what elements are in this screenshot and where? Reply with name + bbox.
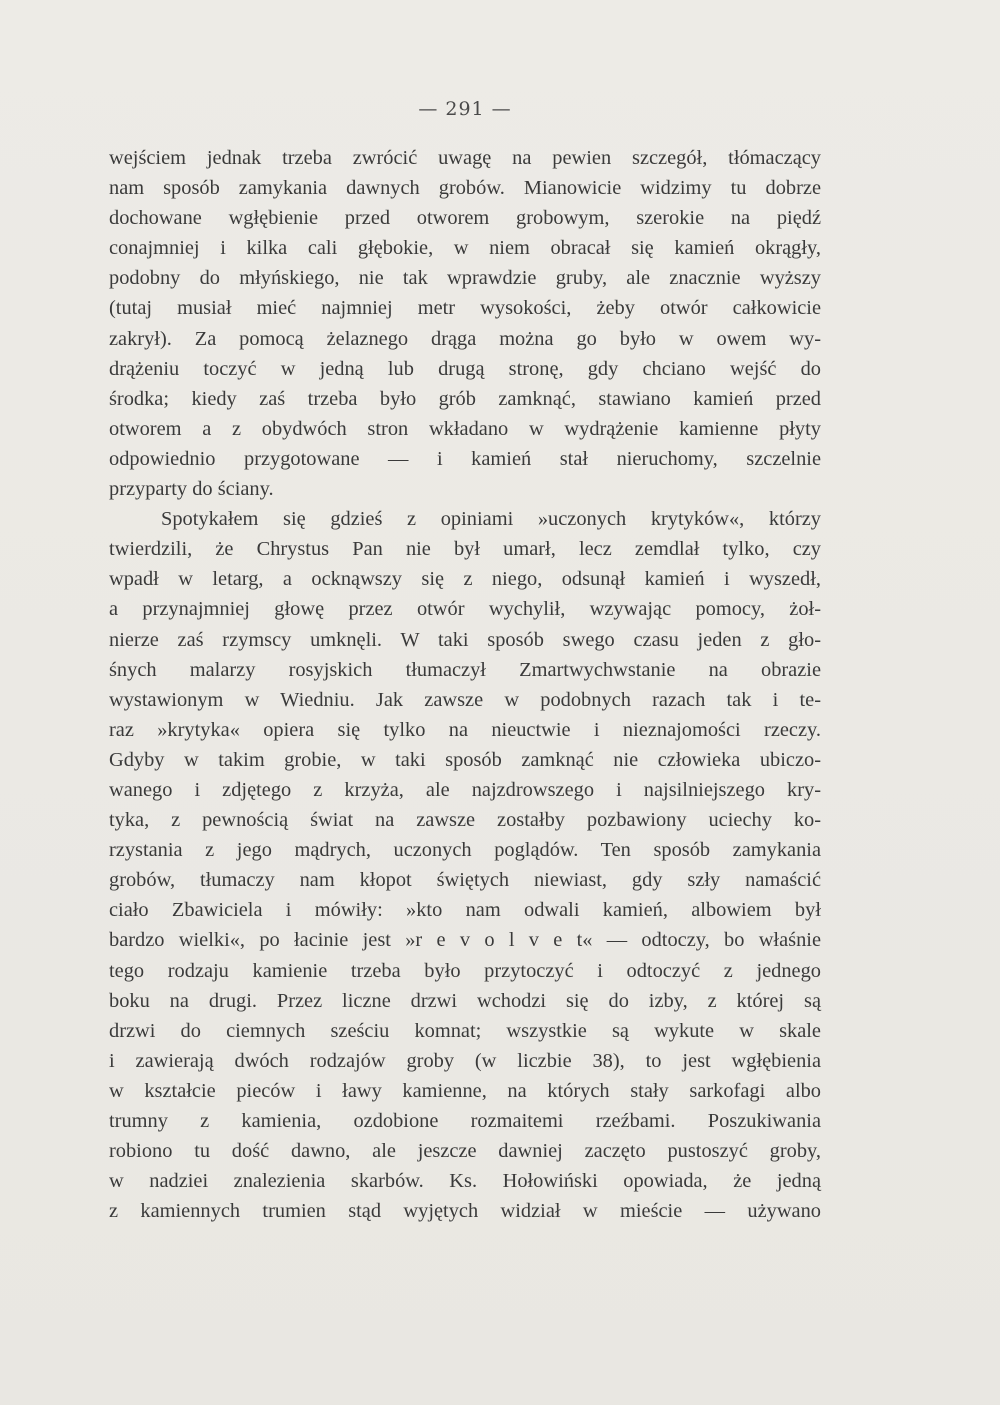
text-line: a przynajmniej głowę przez otwór wychylił, wzywając pomocy, żoł-: [109, 598, 821, 621]
text-line: śnych malarzy rosyjskich tłumaczył Zmartwychwstanie na obrazie: [109, 658, 821, 681]
text-line: drzwi do ciemnych sześciu komnat; wszystkie są wykute w skale: [109, 1019, 821, 1042]
text-line: wystawionym w Wiedniu. Jak zawsze w podobnych razach tak i te-: [109, 688, 821, 711]
text-line: twierdzili, że Chrystus Pan nie był umarł, lecz zemdlał tylko, czy: [109, 538, 821, 561]
text-line: przyparty do ściany.: [109, 478, 274, 501]
page-number: — 291 —: [418, 98, 512, 120]
text-line: tego rodzaju kamienie trzeba było przytoczyć i odtoczyć z jednego: [109, 959, 821, 982]
text-line: w nadziei znalezienia skarbów. Ks. Hołowiński opowiada, że jedną: [109, 1170, 821, 1193]
text-line: drążeniu toczyć w jedną lub drugą stronę, gdy chciano wejść do: [109, 357, 821, 380]
text-line: z kamiennych trumien stąd wyjętych widział w mieście — używano: [109, 1200, 821, 1223]
text-line: (tutaj musiał mieć najmniej metr wysokości, żeby otwór całkowicie: [109, 297, 821, 320]
text-line: wejściem jednak trzeba zwrócić uwagę na pewien szczegół, tłómaczący: [109, 147, 821, 169]
text-line: Gdyby w takim grobie, w taki sposób zamknąć nie człowieka ubiczo-: [109, 748, 821, 771]
text-line: wpadł w letarg, a ocknąwszy się z niego, odsunął kamień i wyszedł,: [109, 568, 821, 591]
text-line: raz »krytyka« opiera się tylko na nieuctwie i nieznajomości rzeczy.: [109, 718, 821, 741]
text-line: tyka, z pewnością świat na zawsze zostałby pozbawiony uciechy ko-: [109, 809, 821, 832]
text-line: Spotykałem się gdzieś z opiniami »uczonych krytyków«, którzy: [161, 508, 821, 531]
body-text: [109, 143, 821, 1226]
text-line: bardzo wielki«, po łacinie jest »r e v o l v e t« — odtoczy, bo właśnie: [109, 929, 821, 952]
text-line: ciało Zbawiciela i mówiły: »kto nam odwali kamień, albowiem był: [109, 899, 821, 922]
text-line: środka; kiedy zaś trzeba było grób zamknąć, stawiano kamień przed: [109, 387, 821, 410]
text-line: dochowane wgłębienie przed otworem grobowym, szerokie na piędź: [109, 207, 821, 230]
text-line: grobów, tłumaczy nam kłopot świętych niewiast, gdy szły namaścić: [109, 869, 821, 892]
text-line: wanego i zdjętego z krzyża, ale najzdrowszego i najsilniejszego kry-: [109, 778, 821, 801]
text-line: trumny z kamienia, ozdobione rozmaitemi rzeźbami. Poszukiwania: [109, 1110, 821, 1132]
text-line: zakrył). Za pomocą żelaznego drąga można go było w owem wy-: [109, 327, 821, 350]
text-line: w kształcie pieców i ławy kamienne, na których stały sarkofagi albo: [109, 1079, 821, 1102]
text-line: robiono tu dość dawno, ale jeszcze dawniej zaczęto pustoszyć groby,: [109, 1140, 821, 1163]
text-line: podobny do młyńskiego, nie tak wprawdzie gruby, ale znacznie wyższy: [109, 267, 821, 290]
text-line: odpowiednio przygotowane — i kamień stał nieruchomy, szczelnie: [109, 447, 821, 470]
text-line: i zawierają dwóch rodzajów groby (w liczbie 38), to jest wgłębienia: [109, 1049, 821, 1072]
text-line: otworem a z obydwóch stron wkładano w wydrążenie kamienne płyty: [109, 417, 821, 440]
text-line: nam sposób zamykania dawnych grobów. Mianowicie widzimy tu dobrze: [109, 177, 821, 200]
text-line: conajmniej i kilka cali głębokie, w niem obracał się kamień okrągły,: [109, 237, 821, 260]
text-line: nierze zaś rzymscy umknęli. W taki sposób swego czasu jeden z gło-: [109, 628, 821, 651]
text-line: rzystania z jego mądrych, uczonych poglądów. Ten sposób zamykania: [109, 839, 821, 862]
text-line: boku na drugi. Przez liczne drzwi wchodzi się do izby, z której są: [109, 989, 821, 1012]
